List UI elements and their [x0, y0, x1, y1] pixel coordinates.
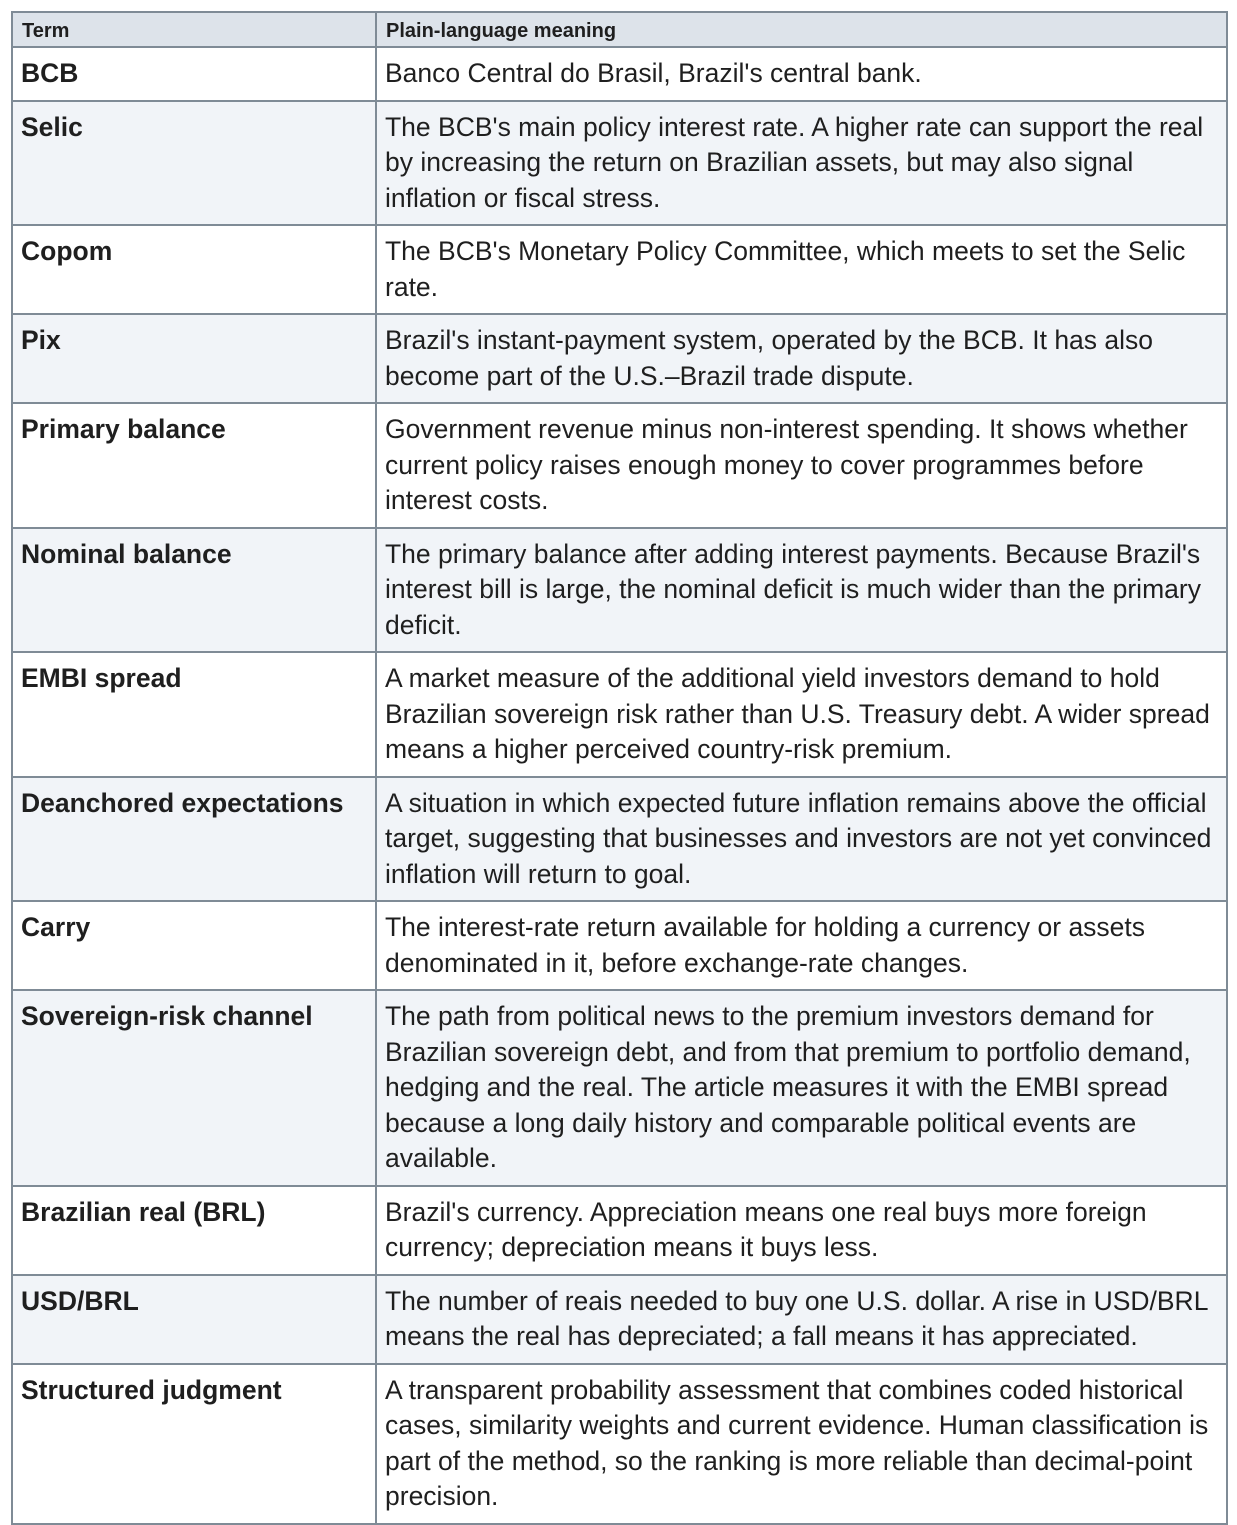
term-cell: Deanchored expectations [12, 777, 376, 902]
table-row [12, 1364, 1227, 1524]
meaning-cell: A situation in which expected future inflation remains above the official target, suggesting that businesses and investors are not yet convinced inflation will return to goal. [376, 777, 1227, 902]
table-row [12, 225, 1227, 314]
column-header-meaning: Plain-language meaning [376, 12, 1227, 47]
table-row [12, 403, 1227, 528]
meaning-cell: A market measure of the additional yield investors demand to hold Brazilian sovereign risk rather than U.S. Treasury debt. A wider spread means a higher perceived country-risk premium. [376, 652, 1227, 777]
table-body [12, 47, 1227, 1524]
table-row [12, 777, 1227, 902]
meaning-cell: The number of reais needed to buy one U.S. dollar. A rise in USD/BRL means the real has depreciated; a fall means it has appreciated. [376, 1275, 1227, 1364]
term-cell: Nominal balance [12, 528, 376, 653]
term-cell: Structured judgment [12, 1364, 376, 1524]
term-cell: Primary balance [12, 403, 376, 528]
term-cell: Carry [12, 901, 376, 990]
meaning-cell: The path from political news to the premium investors demand for Brazilian sovereign debt, and from that premium to portfolio demand, hedging and the real. The article measures it with the EMBI spread because a long daily history and comparable political events are available. [376, 990, 1227, 1186]
term-cell: BCB [12, 47, 376, 101]
meaning-cell: The BCB's Monetary Policy Committee, which meets to set the Selic rate. [376, 225, 1227, 314]
term-cell: EMBI spread [12, 652, 376, 777]
term-cell: Pix [12, 314, 376, 403]
meaning-cell: The BCB's main policy interest rate. A higher rate can support the real by increasing the return on Brazilian assets, but may also signal inflation or fiscal stress. [376, 101, 1227, 226]
term-cell: Sovereign-risk channel [12, 990, 376, 1186]
meaning-cell: Brazil's instant-payment system, operated by the BCB. It has also become part of the U.S.–Brazil trade dispute. [376, 314, 1227, 403]
table-row [12, 528, 1227, 653]
term-cell: USD/BRL [12, 1275, 376, 1364]
glossary-table [11, 11, 1228, 1525]
meaning-cell: Banco Central do Brasil, Brazil's central bank. [376, 47, 1227, 101]
table-row [12, 1186, 1227, 1275]
column-header-term: Term [12, 12, 376, 47]
meaning-cell: A transparent probability assessment that combines coded historical cases, similarity weights and current evidence. Human classification is part of the method, so the ranking is more reliable than decimal-point precision. [376, 1364, 1227, 1524]
table-row [12, 652, 1227, 777]
term-cell: Brazilian real (BRL) [12, 1186, 376, 1275]
term-cell: Copom [12, 225, 376, 314]
table-row [12, 101, 1227, 226]
table-row [12, 47, 1227, 101]
header-row [12, 12, 1227, 47]
table-header [12, 12, 1227, 47]
term-cell: Selic [12, 101, 376, 226]
meaning-cell: Brazil's currency. Appreciation means one real buys more foreign currency; depreciation means it buys less. [376, 1186, 1227, 1275]
table-row [12, 314, 1227, 403]
meaning-cell: The interest-rate return available for holding a currency or assets denominated in it, before exchange-rate changes. [376, 901, 1227, 990]
meaning-cell: The primary balance after adding interest payments. Because Brazil's interest bill is large, the nominal deficit is much wider than the primary deficit. [376, 528, 1227, 653]
table-row [12, 1275, 1227, 1364]
table-row [12, 990, 1227, 1186]
meaning-cell: Government revenue minus non-interest spending. It shows whether current policy raises enough money to cover programmes before interest costs. [376, 403, 1227, 528]
table-row [12, 901, 1227, 990]
